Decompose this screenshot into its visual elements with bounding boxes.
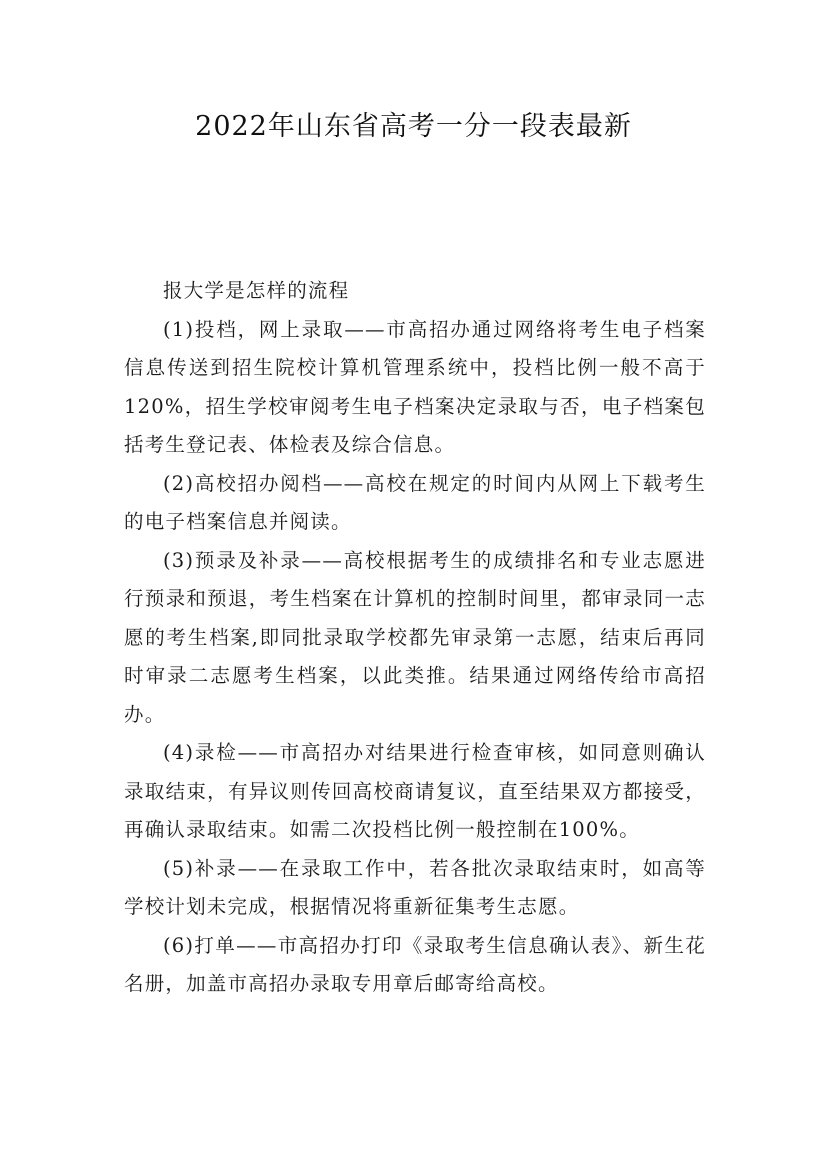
section-heading: 报大学是怎样的流程	[163, 279, 350, 302]
paragraph-step-6: (6)打单——市高招办打印《录取考生信息确认表》、新生花名册，加盖市高招办录取专用章后邮寄给高校。	[124, 933, 706, 995]
paragraph-step-5: (5)补录——在录取工作中，若各批次录取结束时，如高等学校计划未完成，根据情况将重新征集考生志愿。	[124, 856, 706, 918]
paragraph-step-2: (2)高校招办阅档——高校在规定的时间内从网上下载考生的电子档案信息并阅读。	[124, 471, 706, 533]
paragraph-step-4: (4)录检——市高招办对结果进行检查审核，如同意则确认录取结束，有异议则传回高校商请复议，直至结果双方都接受，再确认录取结束。如需二次投档比例一般控制在100%。	[124, 741, 706, 841]
document-body	[124, 272, 706, 1004]
document-title: 2022年山东省高考一分一段表最新	[195, 111, 632, 142]
paragraph-step-3: (3)预录及补录——高校根据考生的成绩排名和专业志愿进行预录和预退，考生档案在计算机的控制时间里，都审录同一志愿的考生档案,即同批录取学校都先审录第一志愿，结束后再同时审录二志愿考生档案，以此类推。结果通过网络传给市高招办。	[124, 548, 706, 726]
paragraph-step-1: (1)投档，网上录取——市高招办通过网络将考生电子档案信息传送到招生院校计算机管理系统中，投档比例一般不高于120%，招生学校审阅考生电子档案决定录取与否，电子档案包括考生登记表、体检表及综合信息。	[124, 317, 706, 456]
